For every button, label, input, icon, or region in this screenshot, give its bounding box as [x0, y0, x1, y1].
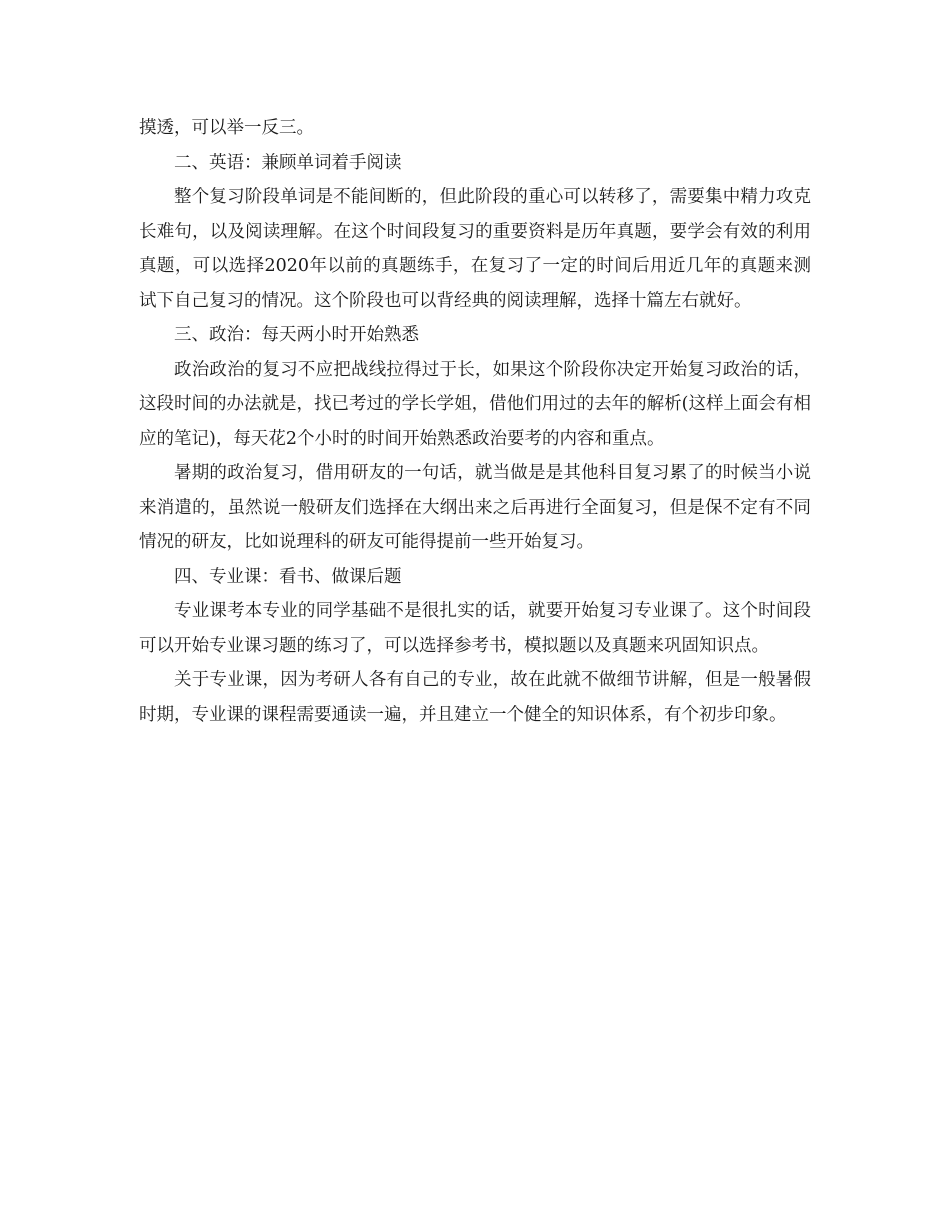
section-heading-major: 四、专业课：看书、做课后题 — [174, 566, 402, 587]
document-body — [139, 111, 811, 732]
paragraph-english: 整个复习阶段单词是不能间断的，但此阶段的重心可以转移了，需要集中精力攻克长难句，以及阅读理解。在这个时间段复习的重要资料是历年真题，要学会有效的利用真题，可以选择2020年以前的真题练手，在复习了一定的时间后用近几年的真题来测试下自己复习的情况。这个阶段也可以背经典的阅读理解，选择十篇左右就好。 — [139, 187, 811, 311]
paragraph-continuation: 摸透，可以举一反三。 — [139, 118, 314, 138]
paragraph-major-2: 关于专业课，因为考研人各有自己的专业，故在此就不做细节讲解，但是一般暑假时期，专业课的课程需要通读一遍，并且建立一个健全的知识体系，有个初步印象。 — [139, 670, 811, 725]
paragraph-major-1: 专业课考本专业的同学基础不是很扎实的话，就要开始复习专业课了。这个时间段可以开始专业课习题的练习了，可以选择参考书，模拟题以及真题来巩固知识点。 — [139, 601, 811, 656]
section-heading-politics: 三、政治：每天两小时开始熟悉 — [174, 325, 419, 345]
paragraph-politics-1: 政治政治的复习不应把战线拉得过于长，如果这个阶段你决定开始复习政治的话，这段时间的办法就是，找已考过的学长学姐，借他们用过的去年的解析(这样上面会有相应的笔记)，每天花2个小时的时间开始熟悉政治要考的内容和重点。 — [139, 359, 811, 449]
paragraph-politics-2: 暑期的政治复习，借用研友的一句话，就当做是是其他科目复习累了的时候当小说来消遣的，虽然说一般研友们选择在大纲出来之后再进行全面复习，但是保不定有不同情况的研友，比如说理科的研友可能得提前一些开始复习。 — [139, 463, 811, 552]
section-heading-english: 二、英语：兼顾单词着手阅读 — [174, 152, 402, 173]
